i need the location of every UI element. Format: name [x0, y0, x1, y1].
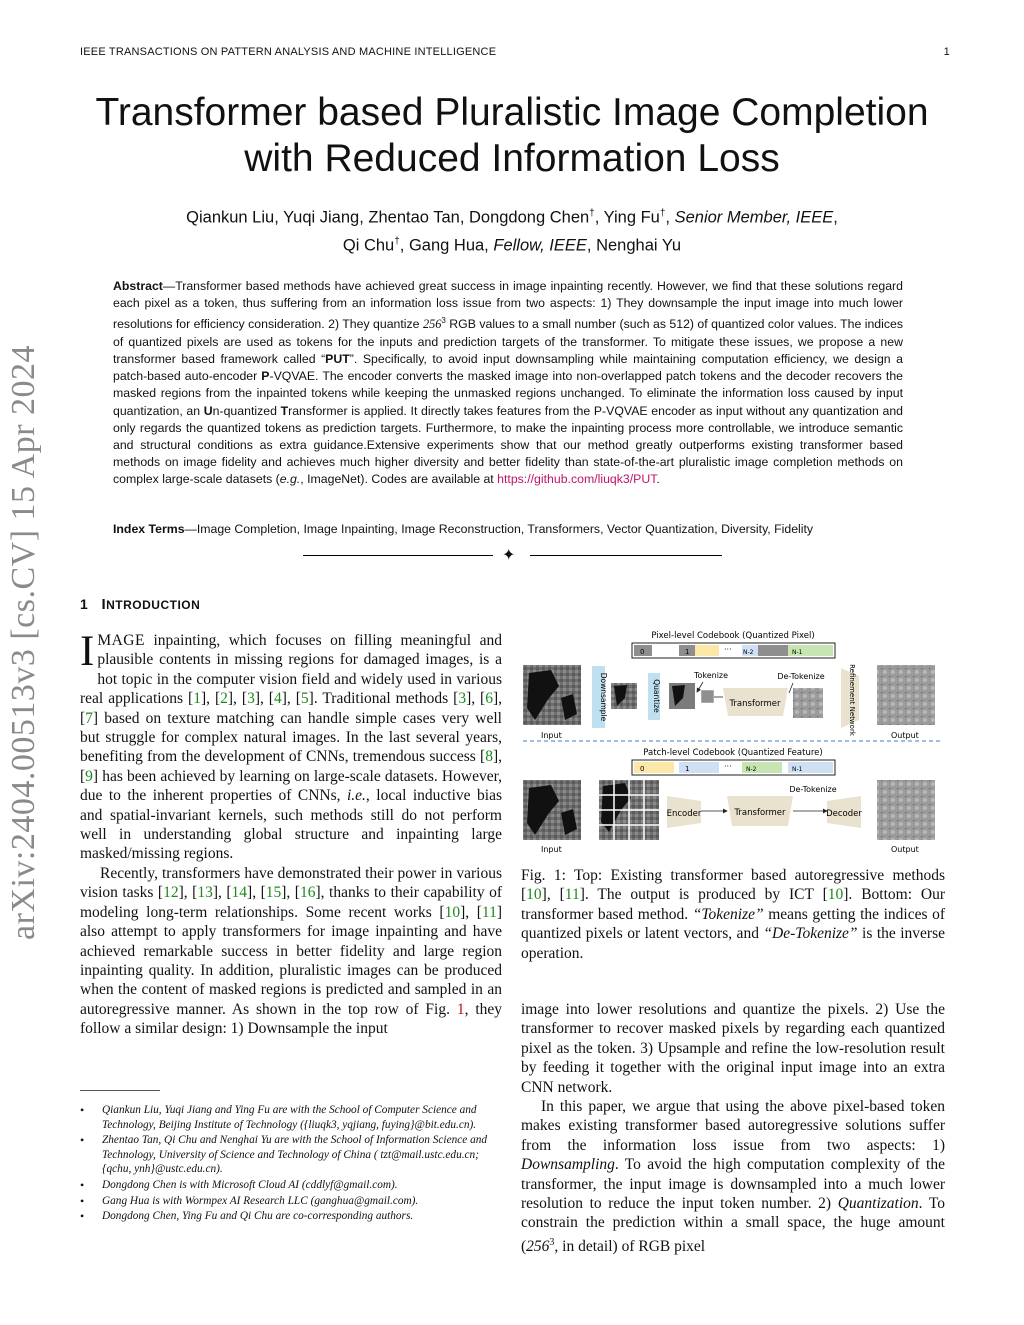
svg-text:1: 1: [685, 765, 690, 773]
running-head: [80, 46, 950, 58]
svg-text:De-Tokenize: De-Tokenize: [777, 672, 825, 681]
patch-grid-image: [599, 780, 659, 840]
arxiv-stamp: arXiv:2404.00513v3 [cs.CV] 15 Apr 2024: [5, 344, 42, 940]
output-image-top: [877, 665, 935, 725]
svg-text:···: ···: [724, 762, 732, 771]
section-heading: 1 INTRODUCTION: [80, 596, 201, 613]
footnotes: [80, 1103, 502, 1225]
citation[interactable]: 10: [827, 886, 844, 904]
intro-right-column: [521, 1000, 945, 1256]
svg-text:N-2: N-2: [743, 649, 754, 656]
svg-text:N-1: N-1: [792, 766, 803, 773]
author-list: [80, 202, 944, 257]
input-image-top: [523, 665, 581, 725]
abstract-label: Abstract: [113, 279, 163, 293]
citation[interactable]: 7: [85, 709, 93, 727]
footnote: • Dongdong Chen, Ying Fu and Qi Chu are co-corresponding authors.: [102, 1209, 502, 1224]
citation[interactable]: 5: [300, 690, 309, 708]
drop-cap: I: [80, 628, 95, 675]
footnote: • Gang Hua is with Wormpex AI Research LLC (ganghua@gmail.com).: [102, 1194, 502, 1209]
quantized-image: [669, 683, 695, 709]
citation[interactable]: 4: [273, 690, 282, 708]
citation[interactable]: 11: [564, 886, 580, 904]
intro-paragraph-1: IMAGE inpainting, which focuses on filling meaningful and plausible contents in missing regions for damaged images, is a hot topic in the computer vision field and widely used in various real applications [1], [2], [3], [4], [5]. Traditional methods [3], [6], [7] based on texture matching can handle simple cases very well but struggle for complex natural images. In the last several years, benefiting from the development of CNNs, tremendous success [8], [9] has been achieved by learning on large-scale datasets. However, due to the inherent properties of CNNs, i.e., local inductive bias and spatial-invariant kernels, such methods still do not perform well in understanding global structure and inpainting large masked/missing regions.: [80, 628, 503, 863]
footnote: • Qiankun Liu, Yuqi Jiang and Ying Fu are with the School of Computer Science and Technology, Beijing Institute of Technology ({liuqk3, yqjiang, fuying}@bit.edu.cn).: [102, 1103, 502, 1132]
input-label-bottom: Input: [541, 845, 562, 854]
output-image-bottom: [877, 780, 935, 840]
citation[interactable]: 1: [193, 690, 201, 708]
index-terms-label: Index Terms: [113, 522, 185, 536]
downsampled-image: [611, 683, 637, 709]
svg-text:De-Tokenize: De-Tokenize: [789, 785, 837, 794]
citation[interactable]: 3: [458, 690, 467, 708]
citation[interactable]: 10: [444, 903, 461, 921]
separator-rule-left: [303, 555, 493, 556]
lowres-output-image: [793, 688, 823, 718]
figure-caption: Fig. 1: Top: Existing transformer based autoregressive methods [10], [11]. The output is produced by ICT [10]. Bottom: Our transformer based method. “Tokenize” means getting the indices of quantized pixels or latent vectors, and “De-Tokenize” is the inverse operation.: [521, 867, 945, 962]
citation[interactable]: 9: [85, 767, 93, 785]
title-line-1: Transformer based Pluralistic Image Completion: [95, 91, 929, 134]
footnote: • Dongdong Chen is with Microsoft Cloud AI (cddlyf@gmail.com).: [102, 1178, 502, 1193]
svg-text:N-2: N-2: [746, 766, 757, 773]
svg-text:1: 1: [685, 648, 690, 656]
input-image-bottom: [523, 780, 581, 840]
title-line-2: with Reduced Information Loss: [244, 137, 780, 180]
citation[interactable]: 13: [197, 884, 213, 902]
svg-text:Transformer: Transformer: [734, 808, 786, 818]
right-paragraph-2: In this paper, we argue that using the above pixel-based token makes existing transformer based autoregressive solutions suffer from the information loss issue from two aspects: 1) Downsampling. To avoid the high computation complexity of the transformer, the input image is downsampled into a much lower resolution to reduce the input token number. 2) Quantization. To constrain the prediction within a small space, the huge amount ($256^3$, in detail) of RGB pixel: [521, 1098, 945, 1256]
svg-text:Tokenize: Tokenize: [693, 671, 729, 680]
bottom-codebook-title: Patch-level Codebook (Quantized Feature): [643, 748, 823, 758]
input-label-top: Input: [541, 731, 562, 740]
code-link[interactable]: https://github.com/liuqk3/PUT: [497, 472, 657, 487]
footnote: • Zhentao Tan, Qi Chu and Nenghai Yu are with the School of Information Science and Technology, University of Science and Technology of China ( tzt@mail.ustc.edu.cn; {qchu, ynh}@ustc.edu.cn).: [102, 1133, 502, 1177]
svg-text:Encoder: Encoder: [666, 809, 702, 819]
citation[interactable]: 8: [485, 748, 493, 766]
svg-text:N-1: N-1: [792, 649, 803, 656]
top-codebook-title: Pixel-level Codebook (Quantized Pixel): [651, 631, 815, 641]
paper-title: [60, 90, 964, 182]
citation[interactable]: 16: [299, 884, 316, 902]
intro-paragraph-2: Recently, transformers have demonstrated their power in various vision tasks [12], [13], [14], [15], [16], thanks to their capability of modeling long-term relationships. Some recent works [10], [11] also attempt to apply transformers for image inpainting and have achieved remarkable success in better fidelity and large region inpainting quality. In addition, pluralistic images can be produced when the content of masked regions is predicted and sampled in an autoregressive manner. As shown in the top row of Fig. 1, they follow a similar design: 1) Downsample the input: [80, 864, 503, 1038]
fellow-title: Fellow, IEEE: [493, 236, 587, 254]
citation[interactable]: 6: [485, 690, 493, 708]
svg-text:Quantize: Quantize: [652, 679, 661, 713]
citation[interactable]: 14: [231, 884, 248, 902]
citation[interactable]: 12: [163, 884, 179, 902]
citation[interactable]: 10: [526, 886, 542, 904]
citation[interactable]: 3: [247, 690, 255, 708]
bottom-codebook-bar: [632, 760, 835, 775]
svg-text:Downsample: Downsample: [599, 672, 608, 722]
top-codebook-bar: [632, 643, 835, 658]
svg-text:Transformer: Transformer: [729, 699, 781, 709]
journal-name: IEEE TRANSACTIONS ON PATTERN ANALYSIS AND MACHINE INTELLIGENCE: [80, 46, 497, 58]
separator-rule-right: [530, 555, 722, 556]
citation[interactable]: 2: [220, 690, 228, 708]
separator-star-icon: ✦: [502, 547, 516, 564]
svg-text:0: 0: [640, 648, 645, 656]
citation[interactable]: 15: [265, 884, 282, 902]
svg-text:Decoder: Decoder: [826, 809, 862, 819]
intro-left-column: [80, 628, 503, 1039]
page-number: 1: [943, 46, 950, 58]
senior-member-title: Senior Member, IEEE: [674, 208, 834, 227]
footnote-rule: [80, 1090, 160, 1091]
svg-text:···: ···: [724, 645, 732, 654]
codebook-cell: [758, 645, 788, 656]
right-paragraph-1: image into lower resolutions and quantize the pixels. 2) Use the transformer to recover masked pixels by regarding each quantized pixel as the token. 3) Upsample and refine the low-resolution result by feeding it together with the original input image into an extra CNN network.: [521, 1001, 945, 1096]
citation[interactable]: 11: [481, 903, 497, 921]
svg-text:Refinement Network: Refinement Network: [848, 664, 856, 736]
output-label-bottom: Output: [891, 845, 919, 854]
author-line-1: Qiankun Liu, Yuqi Jiang, Zhentao Tan, Dongdong Chen†, Ying Fu†, Senior Member, IEEE,: [186, 208, 838, 227]
output-label-top: Output: [891, 731, 919, 740]
figure-1-diagram: [521, 628, 945, 856]
figure-reference[interactable]: 1: [456, 1000, 465, 1018]
abstract: Abstract—Transformer based methods have achieved great success in image inpainting recently. However, we find that these solutions regard each pixel as a token, thus suffering from an information loss issue from two aspects: 1) They downsample the input image into much lower resolutions for efficiency consideration. 2) They quantize $256^3$ RGB values to a small number (such as 512) of quantized color values. The indices of quantized pixels are used as tokens for the inputs and prediction targets of the transformer. To mitigate these issues, we propose a new transformer based framework called “PUT”. Specifically, to avoid input downsampling while maintaining computation efficiency, we design a patch-based auto-encoder P-VQVAE. The encoder converts the masked image into non-overlapped patch tokens and the decoder recovers the masked regions from the inpainted tokens while keeping the unmasked regions unchanged. To eliminate the information loss caused by input quantization, an Un-quantized Transformer is applied. It directly takes features from the P-VQVAE encoder as input without any quantization and only regards the quantized tokens as prediction targets. Furthermore, to make the inpainting process more controllable, we introduce semantic and structural conditions as extra guidance.Extensive experiments show that our method greatly outperforms existing transformer based methods on image fidelity and achieves much higher diversity and better fidelity than state-of-the-art pluralistic image completion methods on complex large-scale datasets (e.g., ImageNet). Codes are available at https://github.com/liuqk3/PUT.: [113, 279, 904, 487]
codebook-cell: [695, 645, 719, 656]
author-line-2: Qi Chu†, Gang Hua, Fellow, IEEE, Nenghai Yu: [342, 235, 682, 254]
svg-text:0: 0: [640, 765, 645, 773]
index-terms: Index Terms—Image Completion, Image Inpainting, Image Reconstruction, Transformers, Vector Quantization, Diversity, Fidelity: [113, 522, 814, 536]
